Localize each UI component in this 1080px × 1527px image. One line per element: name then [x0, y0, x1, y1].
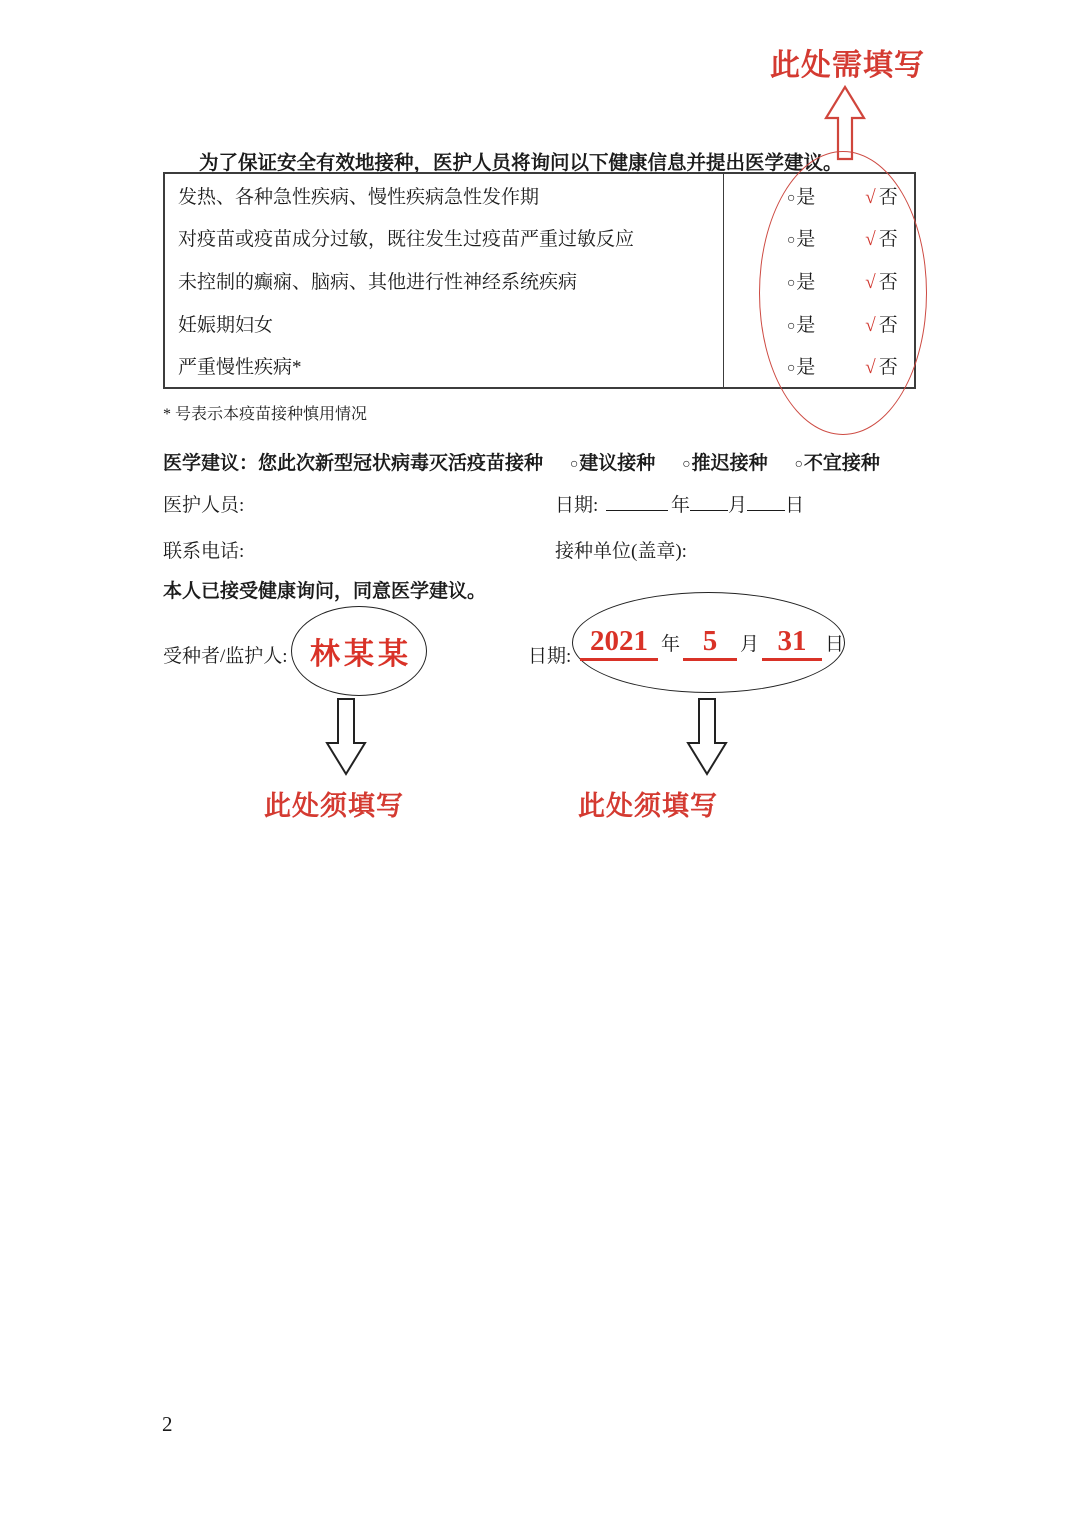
- radio-circle-icon: ○: [787, 189, 796, 205]
- day-unit: 日: [825, 634, 845, 655]
- year-unit: 年: [661, 634, 681, 655]
- advice-option-recommend: ○建议接种: [570, 453, 656, 474]
- phone-label: 联系电话:: [163, 541, 245, 562]
- yes-option: ○是: [787, 271, 816, 293]
- table-row: [165, 259, 914, 302]
- medical-advice-label: 医学建议：您此次新型冠状病毒灭活疫苗接种: [163, 453, 544, 474]
- day-blank-field: [747, 493, 785, 511]
- question-text: 未控制的癫痫、脑病、其他进行性神经系统疾病: [178, 271, 578, 293]
- radio-circle-icon: ○: [787, 232, 796, 248]
- checkmark-icon: √: [865, 229, 876, 251]
- radio-circle-icon: ○: [682, 456, 691, 471]
- signer-label: 受种者/监护人:: [163, 646, 288, 667]
- health-question-table: [163, 172, 916, 389]
- signer-name: 林某某: [310, 638, 412, 671]
- signature-date-value: [580, 626, 844, 661]
- checkmark-icon: √: [865, 357, 876, 379]
- question-text: 严重慢性疾病*: [178, 357, 302, 379]
- radio-circle-icon: ○: [570, 456, 579, 471]
- table-row: [165, 217, 914, 260]
- medical-advice-line: [163, 448, 880, 475]
- month-unit: 月: [740, 634, 760, 655]
- bottom-fill-note-left: 此处须填写: [264, 791, 404, 821]
- down-arrow-icon: [325, 698, 367, 776]
- radio-circle-icon: ○: [787, 274, 796, 290]
- advice-option-unsuitable: ○不宜接种: [794, 453, 880, 474]
- yes-option: ○是: [787, 357, 816, 379]
- month-blank-field: [690, 493, 728, 511]
- footnote: * 号表示本疫苗接种慎用情况: [163, 406, 368, 423]
- no-option-checked: √ 否: [865, 271, 898, 293]
- radio-circle-icon: ○: [787, 360, 796, 376]
- question-text: 发热、各种急性疾病、慢性疾病急性发作期: [178, 186, 540, 208]
- staff-date-line: 日期: 年 月 日: [555, 490, 804, 517]
- yes-option: ○是: [787, 186, 816, 208]
- down-arrow-icon: [686, 698, 728, 776]
- staff-label: 医护人员:: [163, 495, 245, 516]
- no-option-checked: √ 否: [865, 186, 898, 208]
- radio-circle-icon: ○: [787, 317, 796, 333]
- table-row: [165, 302, 914, 345]
- question-text: 妊娠期妇女: [178, 314, 274, 336]
- intro-line: 为了保证安全有效地接种，医护人员将询问以下健康信息并提出医学建议。: [199, 153, 843, 174]
- no-option-checked: √ 否: [865, 357, 898, 379]
- unit-label: 接种单位(盖章):: [555, 541, 687, 562]
- signature-date-label: 日期:: [528, 646, 572, 667]
- bottom-fill-note-right: 此处须填写: [578, 791, 718, 821]
- radio-circle-icon: ○: [794, 456, 803, 471]
- advice-option-postpone: ○推迟接种: [682, 453, 768, 474]
- page-number: 2: [162, 1412, 173, 1436]
- yes-option: ○是: [787, 229, 816, 251]
- question-text: 对疫苗或疫苗成分过敏，既往发生过疫苗严重过敏反应: [178, 229, 635, 251]
- month-value: 5: [683, 626, 737, 661]
- no-option-checked: √ 否: [865, 229, 898, 251]
- checkmark-icon: √: [865, 314, 876, 336]
- date-label: 日期:: [555, 495, 599, 516]
- yes-option: ○是: [787, 314, 816, 336]
- consent-statement: 本人已接受健康询问，同意医学建议。: [163, 581, 487, 602]
- table-divider: [723, 174, 724, 387]
- checkmark-icon: √: [865, 186, 876, 208]
- no-option-checked: √ 否: [865, 314, 898, 336]
- year-value: 2021: [580, 626, 658, 661]
- table-row: [165, 174, 914, 217]
- day-value: 31: [762, 626, 822, 661]
- top-fill-note: 此处需填写: [770, 49, 925, 82]
- checkmark-icon: √: [865, 271, 876, 293]
- table-row: [165, 344, 914, 387]
- signature-circle-icon: [291, 606, 427, 696]
- year-blank-field: [606, 493, 668, 511]
